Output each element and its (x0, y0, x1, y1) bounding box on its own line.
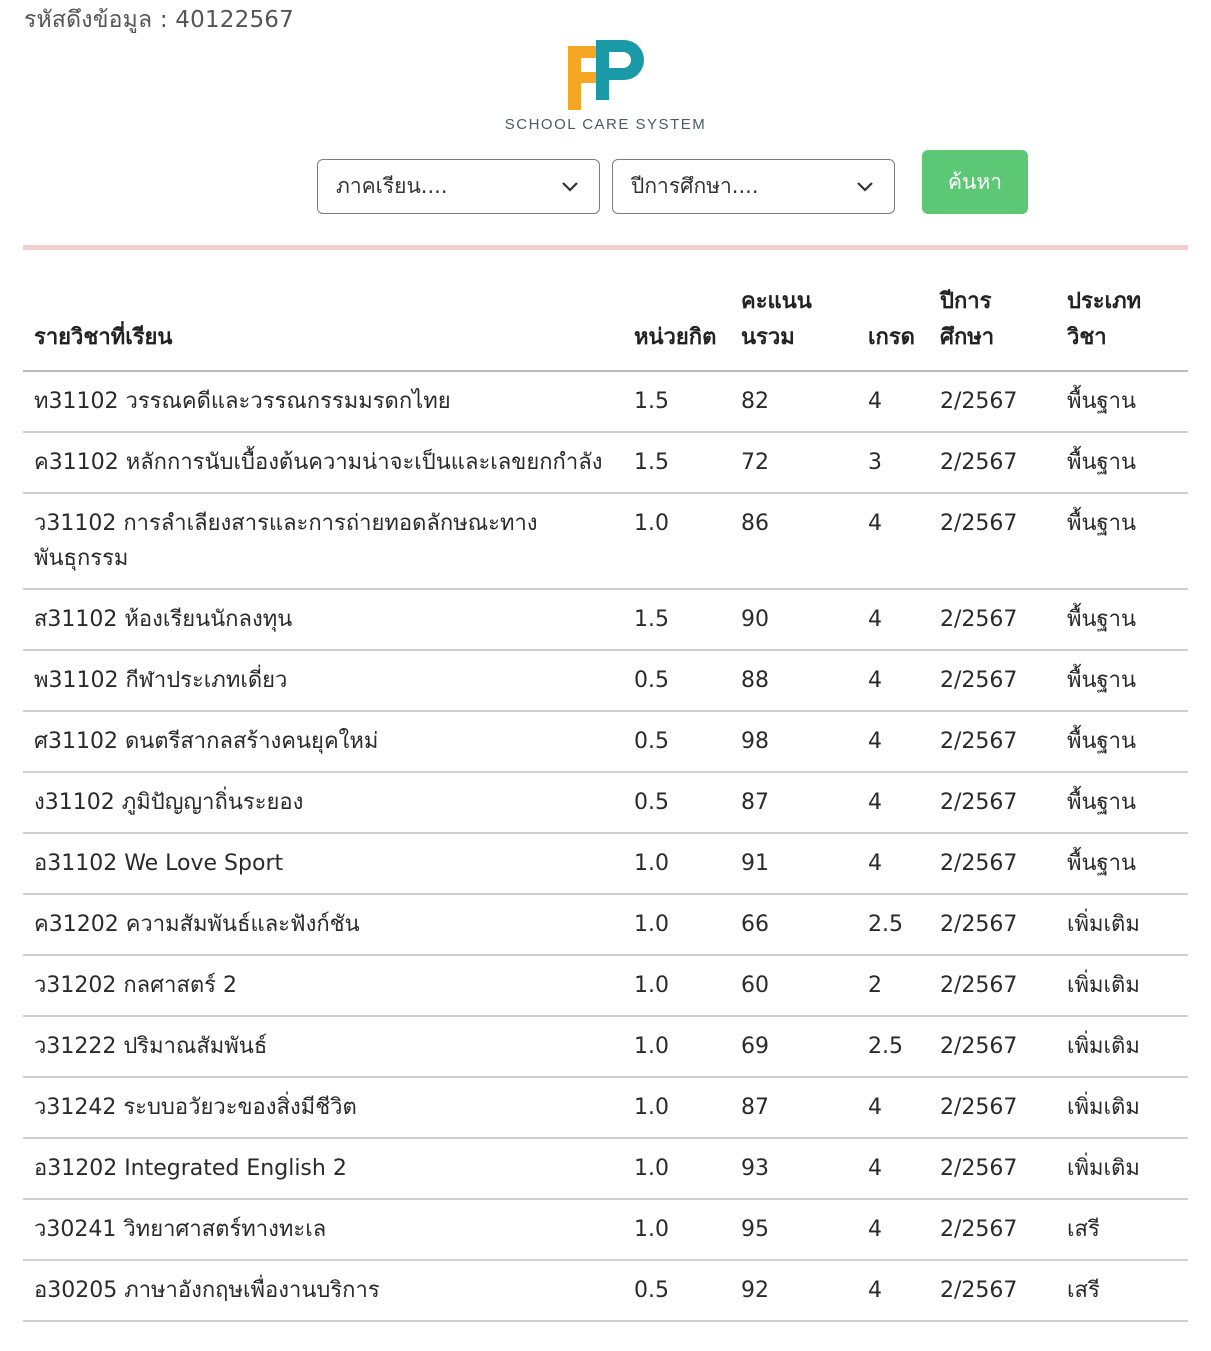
cell-subject: ท31102 วรรณคดีและวรรณกรรมมรดกไทย (23, 371, 623, 432)
header-subject-label: รายวิชาที่เรียน (34, 325, 173, 350)
cell-grade: 3 (857, 432, 929, 493)
table-row (23, 371, 1188, 432)
cell-year: 2/2567 (929, 1077, 1056, 1138)
cell-grade: 2 (857, 955, 929, 1016)
header-year-line1: ปีการ (940, 289, 992, 314)
cell-year: 2/2567 (929, 955, 1056, 1016)
cell-year: 2/2567 (929, 772, 1056, 833)
cell-year: 2/2567 (929, 1016, 1056, 1077)
cell-year: 2/2567 (929, 1260, 1056, 1321)
cell-credits: 1.0 (623, 1016, 730, 1077)
semester-select[interactable] (317, 159, 600, 214)
cell-score: 69 (730, 1016, 857, 1077)
cell-credits: 0.5 (623, 650, 730, 711)
header-year-line2: ศึกษา (940, 325, 995, 350)
cell-grade: 4 (857, 493, 929, 589)
school-logo (0, 38, 1211, 133)
cell-subject: ว31102 การลำเลียงสารและการถ่ายทอดลักษณะทางพันธุกรรม (23, 493, 623, 589)
header-subject (23, 280, 623, 371)
table-row (23, 589, 1188, 650)
cell-credits: 1.5 (623, 432, 730, 493)
cell-credits: 1.0 (623, 1077, 730, 1138)
cell-credits: 1.0 (623, 493, 730, 589)
cell-grade: 4 (857, 772, 929, 833)
year-select[interactable] (612, 159, 895, 214)
cell-type: เพิ่มเติม (1056, 1138, 1188, 1199)
cell-score: 72 (730, 432, 857, 493)
cell-subject: ว31202 กลศาสตร์ 2 (23, 955, 623, 1016)
table-row (23, 493, 1188, 589)
cell-subject: อ30205 ภาษาอังกฤษเพื่องานบริการ (23, 1260, 623, 1321)
header-grade-label: เกรด (868, 325, 915, 350)
year-select-label: ปีการศึกษา.... (631, 174, 759, 198)
cell-score: 87 (730, 772, 857, 833)
cell-score: 66 (730, 894, 857, 955)
cell-type: เสรี (1056, 1260, 1188, 1321)
fp-logo-icon (566, 38, 646, 110)
cell-credits: 0.5 (623, 711, 730, 772)
cell-type: พื้นฐาน (1056, 833, 1188, 894)
cell-credits: 0.5 (623, 772, 730, 833)
table-row (23, 711, 1188, 772)
table-row (23, 1138, 1188, 1199)
cell-score: 95 (730, 1199, 857, 1260)
table-row (23, 1016, 1188, 1077)
cell-type: พื้นฐาน (1056, 650, 1188, 711)
cell-grade: 4 (857, 1260, 929, 1321)
header-grade (857, 280, 929, 371)
cell-subject: ค31102 หลักการนับเบื้องต้นความน่าจะเป็นและเลขยกกำลัง (23, 432, 623, 493)
table-row (23, 1077, 1188, 1138)
header-score (730, 280, 857, 371)
cell-type: พื้นฐาน (1056, 371, 1188, 432)
header-type (1056, 280, 1188, 371)
divider (23, 245, 1188, 250)
cell-subject: ศ31102 ดนตรีสากลสร้างคนยุคใหม่ (23, 711, 623, 772)
logo-text: SCHOOL CARE SYSTEM (504, 116, 707, 133)
cell-score: 93 (730, 1138, 857, 1199)
cell-grade: 2.5 (857, 894, 929, 955)
cell-subject: ค31202 ความสัมพันธ์และฟังก์ชัน (23, 894, 623, 955)
chevron-down-icon (561, 181, 579, 193)
table-row (23, 432, 1188, 493)
cell-credits: 1.0 (623, 833, 730, 894)
cell-credits: 1.0 (623, 894, 730, 955)
cell-year: 2/2567 (929, 711, 1056, 772)
cell-grade: 2.5 (857, 1016, 929, 1077)
header-type-line2: วิชา (1067, 325, 1107, 350)
cell-year: 2/2567 (929, 589, 1056, 650)
cell-subject: ง31102 ภูมิปัญญาถิ่นระยอง (23, 772, 623, 833)
cell-year: 2/2567 (929, 371, 1056, 432)
grades-table-body (23, 371, 1188, 1321)
cell-score: 92 (730, 1260, 857, 1321)
table-row (23, 650, 1188, 711)
cell-type: พื้นฐาน (1056, 711, 1188, 772)
header-type-line1: ประเภท (1067, 289, 1142, 314)
cell-grade: 4 (857, 711, 929, 772)
cell-year: 2/2567 (929, 833, 1056, 894)
cell-score: 87 (730, 1077, 857, 1138)
filter-bar (317, 159, 1028, 214)
cell-grade: 4 (857, 1199, 929, 1260)
cell-year: 2/2567 (929, 894, 1056, 955)
chevron-down-icon (856, 181, 874, 193)
search-button[interactable]: ค้นหา (922, 150, 1028, 214)
cell-year: 2/2567 (929, 493, 1056, 589)
table-row (23, 894, 1188, 955)
cell-score: 82 (730, 371, 857, 432)
header-year (929, 280, 1056, 371)
cell-subject: พ31102 กีฬาประเภทเดี่ยว (23, 650, 623, 711)
cell-type: พื้นฐาน (1056, 772, 1188, 833)
table-row (23, 1199, 1188, 1260)
fetch-code-label: รหัสดึงข้อมูล : 40122567 (24, 7, 294, 33)
cell-type: พื้นฐาน (1056, 432, 1188, 493)
cell-type: พื้นฐาน (1056, 493, 1188, 589)
cell-subject: อ31202 Integrated English 2 (23, 1138, 623, 1199)
table-row (23, 1260, 1188, 1321)
cell-score: 88 (730, 650, 857, 711)
cell-type: พื้นฐาน (1056, 589, 1188, 650)
header-credits (623, 280, 730, 371)
table-row (23, 833, 1188, 894)
cell-type: เพิ่มเติม (1056, 955, 1188, 1016)
cell-grade: 4 (857, 833, 929, 894)
grades-table (23, 280, 1188, 1322)
cell-year: 2/2567 (929, 1199, 1056, 1260)
header-score-line2: นรวม (741, 325, 795, 350)
cell-grade: 4 (857, 650, 929, 711)
cell-grade: 4 (857, 371, 929, 432)
cell-credits: 0.5 (623, 1260, 730, 1321)
table-row (23, 955, 1188, 1016)
cell-type: เพิ่มเติม (1056, 1016, 1188, 1077)
cell-year: 2/2567 (929, 1138, 1056, 1199)
cell-subject: ว31242 ระบบอวัยวะของสิ่งมีชีวิต (23, 1077, 623, 1138)
cell-type: เพิ่มเติม (1056, 894, 1188, 955)
semester-select-label: ภาคเรียน.... (336, 174, 448, 198)
table-row (23, 772, 1188, 833)
header-credits-label: หน่วยกิต (634, 325, 717, 350)
cell-credits: 1.0 (623, 955, 730, 1016)
table-header-row (23, 280, 1188, 371)
cell-grade: 4 (857, 1138, 929, 1199)
cell-type: เพิ่มเติม (1056, 1077, 1188, 1138)
cell-year: 2/2567 (929, 650, 1056, 711)
cell-credits: 1.5 (623, 371, 730, 432)
cell-score: 90 (730, 589, 857, 650)
cell-score: 91 (730, 833, 857, 894)
cell-grade: 4 (857, 1077, 929, 1138)
cell-score: 98 (730, 711, 857, 772)
cell-year: 2/2567 (929, 432, 1056, 493)
cell-score: 60 (730, 955, 857, 1016)
cell-subject: อ31102 We Love Sport (23, 833, 623, 894)
cell-subject: ว30241 วิทยาศาสตร์ทางทะเล (23, 1199, 623, 1260)
cell-subject: ส31102 ห้องเรียนนักลงทุน (23, 589, 623, 650)
cell-subject: ว31222 ปริมาณสัมพันธ์ (23, 1016, 623, 1077)
header-score-line1: คะแนน (741, 289, 812, 314)
cell-credits: 1.5 (623, 589, 730, 650)
cell-credits: 1.0 (623, 1138, 730, 1199)
cell-score: 86 (730, 493, 857, 589)
cell-type: เสรี (1056, 1199, 1188, 1260)
cell-credits: 1.0 (623, 1199, 730, 1260)
cell-grade: 4 (857, 589, 929, 650)
